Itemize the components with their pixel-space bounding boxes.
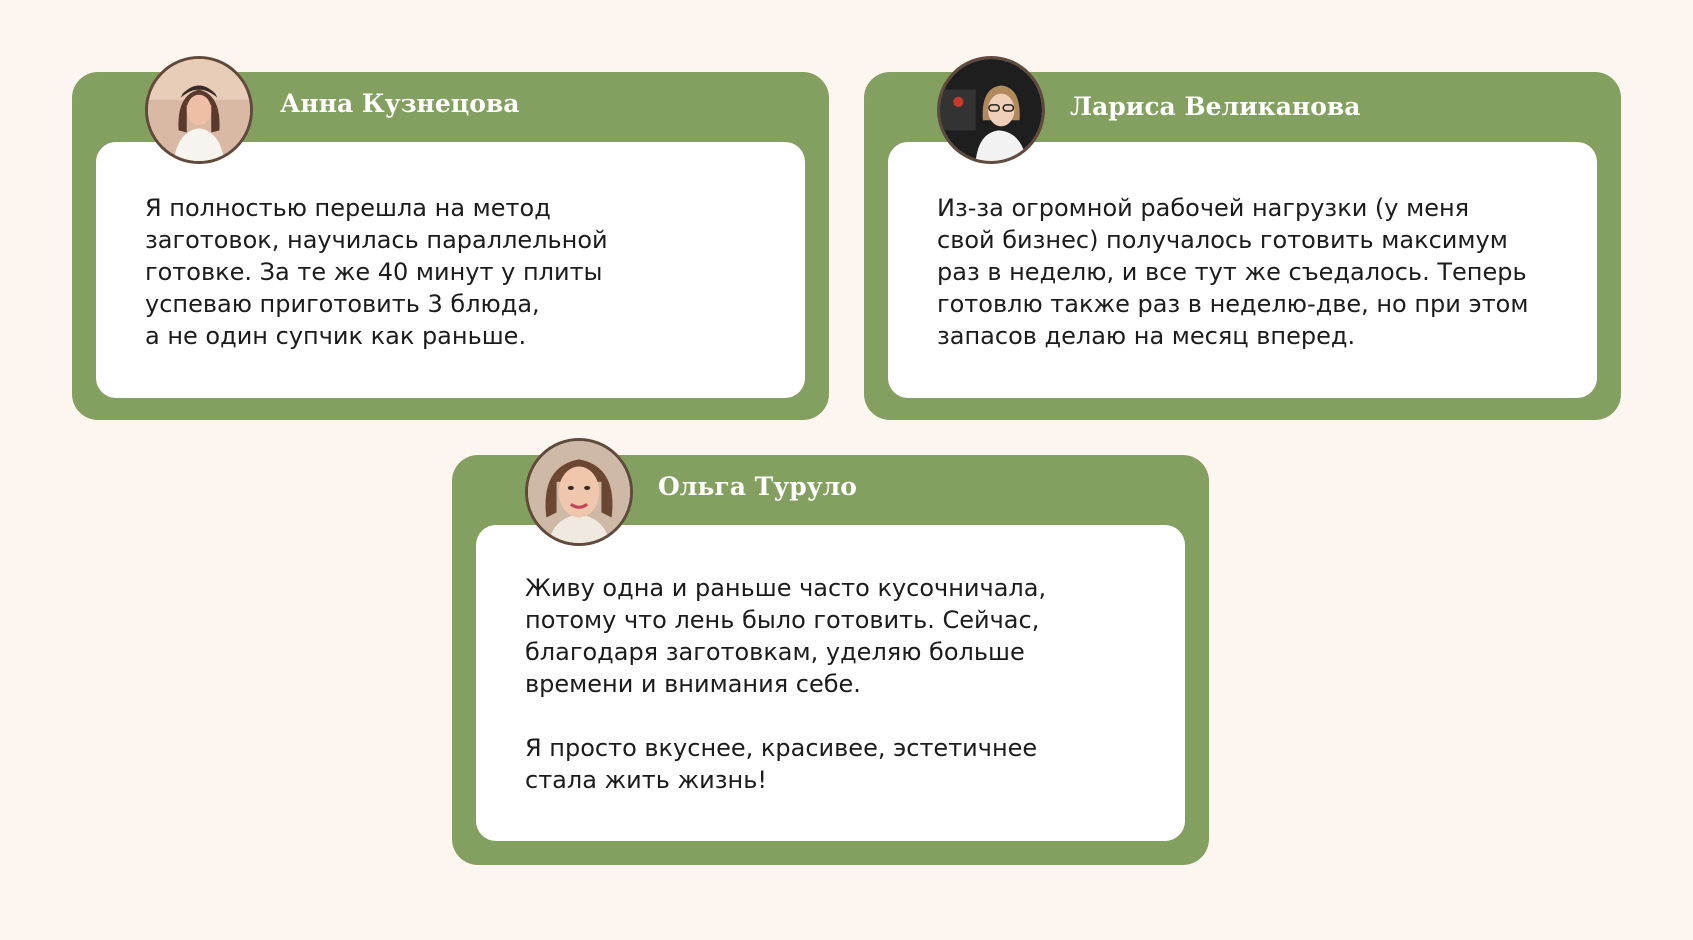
review-text: Из-за огромной рабочей нагрузки (у меня свой бизнес) получалось готовить максимум раз в неделю, и все тут же съедалось. Теперь готовлю также раз в неделю-две, но при этом запасов делаю на месяц вперед. — [937, 194, 1529, 350]
avatar-photo — [525, 438, 633, 546]
reviewer-name: Лариса Великанова — [1070, 92, 1361, 121]
reviewer-name: Ольга Туруло — [658, 472, 857, 501]
review-text-box — [96, 142, 805, 398]
reviewer-name: Анна Кузнецова — [280, 89, 520, 118]
avatar-photo — [937, 56, 1045, 164]
review-text: Живу одна и раньше часто кусочничала, потому что лень было готовить. Сейчас, благодаря заготовкам, уделяю больше времени и внимания себе. Я просто вкуснее, красивее, эстетичнее стала жить жизнь! — [525, 574, 1047, 794]
avatar-photo — [145, 56, 253, 164]
review-text-box — [476, 525, 1185, 841]
review-text-box — [888, 142, 1597, 398]
review-text: Я полностью перешла на метод заготовок, научилась параллельной готовке. За те же 40 минут у плиты успеваю приготовить 3 блюда, а не один супчик как раньше. — [145, 194, 608, 350]
